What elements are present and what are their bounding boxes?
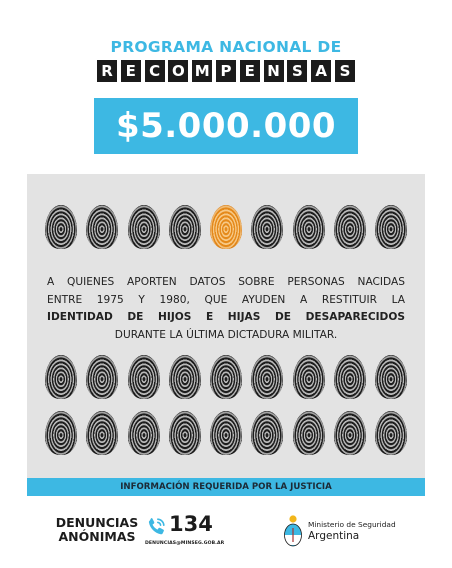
fingerprint-icon	[251, 411, 283, 455]
reward-poster	[27, 22, 425, 548]
message-line: A QUIENES APORTEN DATOS SOBRE PERSONAS NACIDAS	[47, 276, 405, 288]
fingerprint-icon	[86, 205, 118, 249]
fingerprint-icon	[375, 411, 407, 455]
title-letter: S	[287, 60, 307, 82]
fingerprint-panel	[27, 174, 425, 478]
fingerprint-icon	[293, 355, 325, 399]
info-band: INFORMACIÓN REQUERIDA POR LA JUSTICIA	[27, 478, 425, 496]
message-line: ENTRE 1975 Y 1980, QUE AYUDEN A RESTITUIR LA	[47, 293, 405, 306]
highlighted-fingerprint-icon	[210, 205, 242, 249]
title-letter: S	[335, 60, 355, 82]
fingerprint-icon	[334, 411, 366, 455]
title-letter: E	[121, 60, 141, 82]
phone-icon	[145, 516, 167, 538]
fingerprint-icon	[375, 205, 407, 249]
fingerprint-icon	[169, 411, 201, 455]
message-line: DURANTE LA ÚLTIMA DICTADURA MILITAR.	[114, 328, 338, 341]
email-address: DENUNCIAS@MINSEG.GOB.AR	[145, 541, 225, 546]
title-letter: E	[240, 60, 260, 82]
title-letter: O	[168, 60, 188, 82]
reward-amount: $5.000.000	[94, 98, 358, 154]
fingerprint-icon	[169, 205, 201, 249]
fingerprint-icon	[251, 355, 283, 399]
fingerprint-icon	[169, 355, 201, 399]
fingerprint-icon	[375, 355, 407, 399]
fingerprint-icon	[334, 355, 366, 399]
fingerprint-icon	[210, 355, 242, 399]
title-letter: A	[311, 60, 331, 82]
argentina-coat-of-arms-icon	[283, 514, 303, 548]
fingerprint-icon	[45, 411, 77, 455]
fingerprint-row	[45, 354, 407, 400]
fingerprint-icon	[334, 205, 366, 249]
anonymous-reports-label	[52, 516, 142, 544]
recompensas-title	[97, 60, 355, 84]
ministry-logo-text	[308, 519, 396, 543]
fingerprint-icon	[293, 205, 325, 249]
fingerprint-icon	[86, 355, 118, 399]
reward-message	[47, 274, 405, 344]
fingerprint-icon	[86, 411, 118, 455]
fingerprint-icon	[128, 205, 160, 249]
ministry-name: Ministerio de Seguridad	[308, 520, 396, 529]
anonimas-line: ANÓNIMAS	[58, 529, 136, 544]
fingerprint-icon	[45, 205, 77, 249]
phone-number: 134	[169, 512, 213, 536]
fingerprint-icon	[128, 355, 160, 399]
message-highlight-line: IDENTIDAD DE HIJOS E HIJAS DE DESAPARECIDOS	[47, 311, 405, 323]
fingerprint-icon	[251, 205, 283, 249]
denuncias-line: DENUNCIAS	[55, 515, 139, 530]
title-letter: R	[97, 60, 117, 82]
fingerprint-icon	[128, 411, 160, 455]
fingerprint-row	[45, 410, 407, 456]
fingerprint-icon	[45, 355, 77, 399]
title-letter: P	[216, 60, 236, 82]
title-letter: C	[145, 60, 165, 82]
fingerprint-row	[45, 204, 407, 250]
fingerprint-icon	[293, 411, 325, 455]
program-title: PROGRAMA NACIONAL DE	[110, 38, 342, 56]
title-letter: M	[192, 60, 212, 82]
fingerprint-icon	[210, 411, 242, 455]
title-letter: N	[264, 60, 284, 82]
country-name: Argentina	[308, 530, 360, 542]
phone-block	[145, 514, 245, 554]
